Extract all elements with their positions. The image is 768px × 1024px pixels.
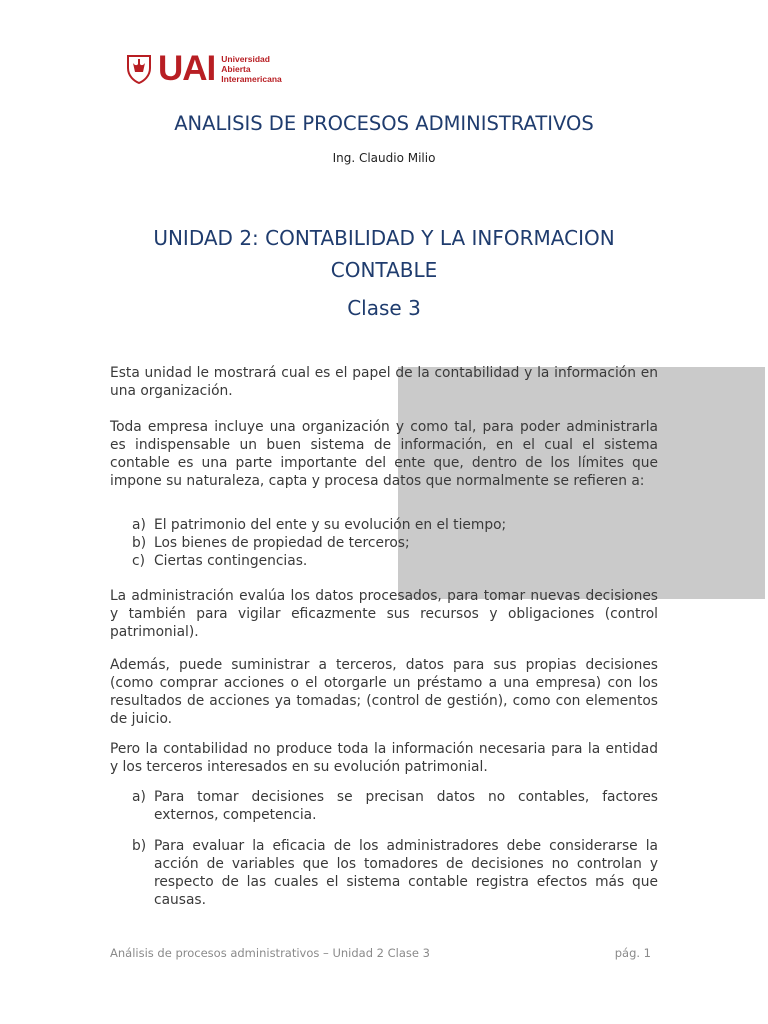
list-item	[132, 837, 658, 909]
paragraph: Además, puede suministrar a terceros, datos para sus propias decisiones (como comprar acciones o el otorgarle un préstamo a una empresa) con los resultados de acciones ya tomadas; (control de gestión), como con elementos de juicio.	[110, 657, 658, 727]
list-marker: b)	[132, 838, 147, 854]
paragraph: La administración evalúa los datos procesados, para tomar nuevas decisiones y también para vigilar eficazmente sus recursos y obligaciones (control patrimonial).	[110, 588, 658, 640]
footer-title: Análisis de procesos administrativos – Unidad 2 Clase 3	[110, 946, 430, 960]
list-marker: a)	[132, 789, 146, 805]
list-marker: b)	[132, 535, 147, 551]
page-number: pág. 1	[614, 946, 651, 960]
list-text: Para tomar decisiones se precisan datos no contables, factores externos, competencia.	[154, 789, 658, 823]
paragraph: Esta unidad le mostrará cual es el papel de la contabilidad y la información en una organización.	[110, 365, 658, 399]
uai-logo	[126, 49, 282, 88]
author: Ing. Claudio Milio	[332, 151, 436, 165]
unit-title-line: CONTABLE	[330, 258, 438, 282]
logo-wordmark: UAI	[158, 49, 216, 88]
shield-icon	[126, 54, 152, 84]
list-item	[132, 788, 658, 824]
logo-line: Interamericana	[221, 74, 282, 84]
list-item	[132, 534, 658, 552]
course-title: ANALISIS DE PROCESOS ADMINISTRATIVOS	[174, 112, 594, 135]
list-text: Los bienes de propiedad de terceros;	[154, 535, 410, 551]
logo-line: Abierta	[221, 64, 251, 74]
list-item	[132, 552, 658, 570]
paragraph: Pero la contabilidad no produce toda la información necesaria para la entidad y los terceros interesados en su evolución patrimonial.	[110, 741, 658, 775]
list-text: Ciertas contingencias.	[154, 553, 308, 569]
logo-line: Universidad	[221, 54, 270, 64]
paragraph: Toda empresa incluye una organización y como tal, para poder administrarla es indispensable un buen sistema de información, en el cual el sistema contable es una parte importante del ente que, dentro de los límites que impone su naturaleza, capta y procesa datos que normalmente se refieren a:	[110, 419, 658, 489]
list-marker: c)	[132, 553, 145, 569]
list-text: El patrimonio del ente y su evolución en el tiempo;	[154, 517, 507, 533]
list-text: Para evaluar la eficacia de los administradores debe considerarse la acción de variables que los tomadores de decisiones no controlan y respecto de las cuales el sistema contable registra efectos más que causas.	[154, 838, 658, 908]
logo-subtitle	[221, 54, 281, 84]
unit-title	[0, 222, 768, 286]
unit-title-line: UNIDAD 2: CONTABILIDAD Y LA INFORMACION	[153, 226, 615, 250]
class-title: Clase 3	[347, 296, 421, 320]
list-marker: a)	[132, 517, 146, 533]
list-item	[132, 516, 658, 534]
